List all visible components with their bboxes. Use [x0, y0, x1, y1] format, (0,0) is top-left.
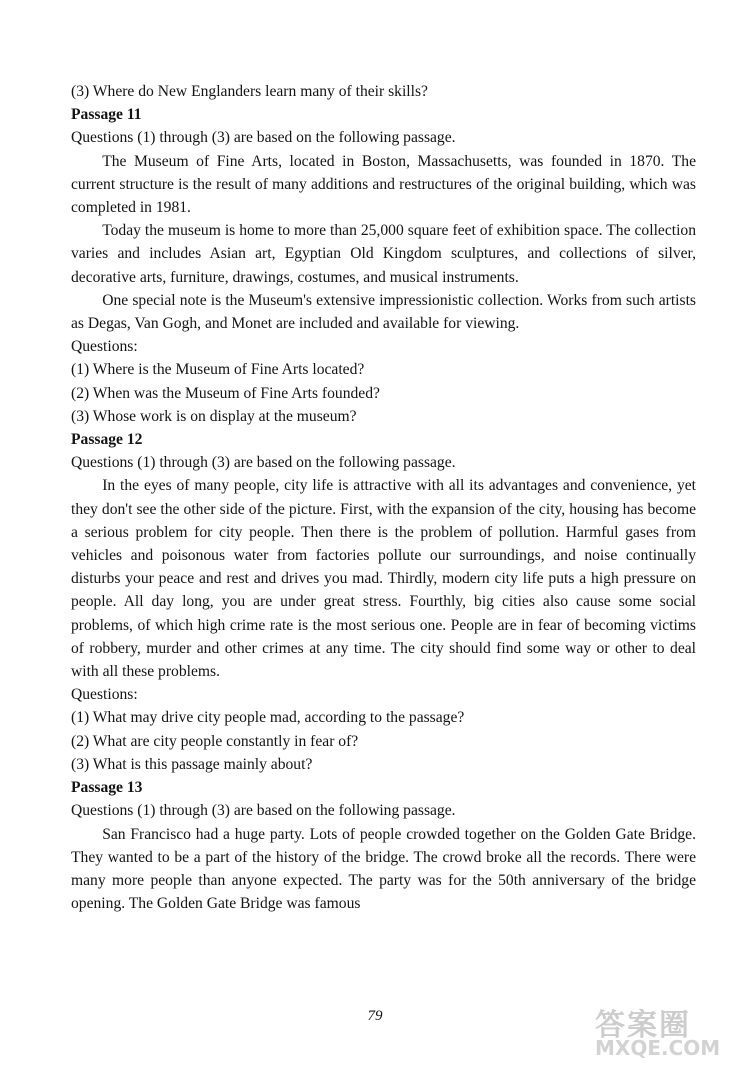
passage-11-questions-label: Questions: — [71, 338, 138, 356]
question-3-prev: (3) Where do New Englanders learn many of their skills? — [71, 83, 428, 100]
passage-11-instruction: Questions (1) through (3) are based on the following passage. — [71, 129, 456, 147]
passage-12-heading: Passage 12 — [71, 431, 143, 449]
page-content — [71, 80, 696, 915]
passage-13-paragraph-1: San Francisco had a huge party. Lots of people crowded together on the Golden Gate Bridge. They wanted to be a part of the history of the bridge. The crowd broke all the records. There were many more people than anyone expected. The party was for the 50th anniversary of the bridge opening. The Golden Gate Bridge was famous — [71, 825, 696, 913]
watermark-logo — [595, 1000, 740, 1062]
passage-12-question-3: (3) What is this passage mainly about? — [71, 755, 313, 773]
passage-11-heading: Passage 11 — [71, 106, 142, 124]
passage-13-instruction: Questions (1) through (3) are based on the following passage. — [71, 802, 456, 820]
passage-12-paragraph-1: In the eyes of many people, city life is attractive with all its advantages and convenience, yet they don't see the other side of the picture. First, with the expansion of the city, housing has become a serious problem for city people. Then there is the problem of pollution. Harmful gases from vehicles and poisonous water from factories pollute our surroundings, and noise continually disturbs your peace and rest and drives you mad. Thirdly, modern city life puts a high pressure on people. All day long, you are under great stress. Fourthly, big cities also cause some social problems, of which high crime rate is the most serious one. People are in fear of becoming victims of robbery, murder and other crimes at any time. The city should find some way or other to deal with all these problems. — [71, 477, 696, 681]
passage-11-question-3: (3) Whose work is on display at the museum? — [71, 407, 357, 425]
page-number: 79 — [367, 1008, 383, 1024]
passage-12-instruction: Questions (1) through (3) are based on the following passage. — [71, 454, 456, 472]
passage-12-questions-label: Questions: — [71, 686, 138, 704]
passage-11-question-2: (2) When was the Museum of Fine Arts founded? — [71, 384, 380, 402]
passage-12-question-1: (1) What may drive city people mad, according to the passage? — [71, 709, 465, 727]
passage-11-paragraph-2: Today the museum is home to more than 25,000 square feet of exhibition space. The collection varies and includes Asian art, Egyptian Old Kingdom sculptures, and collections of silver, decorative arts, furniture, drawings, costumes, and musical instruments. — [71, 222, 696, 286]
passage-11-paragraph-3: One special note is the Museum's extensive impressionistic collection. Works from such artists as Degas, Van Gogh, and Monet are included and available for viewing. — [71, 291, 696, 333]
passage-12-question-2: (2) What are city people constantly in fear of? — [71, 732, 359, 750]
passage-11-paragraph-1: The Museum of Fine Arts, located in Boston, Massachusetts, was founded in 1870. The current structure is the result of many additions and restructures of the original building, which was completed in 1981. — [71, 152, 696, 217]
watermark-top-text: 答案圈 — [595, 1008, 691, 1043]
watermark-url-text: MXQE.COM — [595, 1036, 721, 1060]
passage-13-heading: Passage 13 — [71, 779, 143, 797]
passage-11-question-1: (1) Where is the Museum of Fine Arts located? — [71, 361, 365, 379]
